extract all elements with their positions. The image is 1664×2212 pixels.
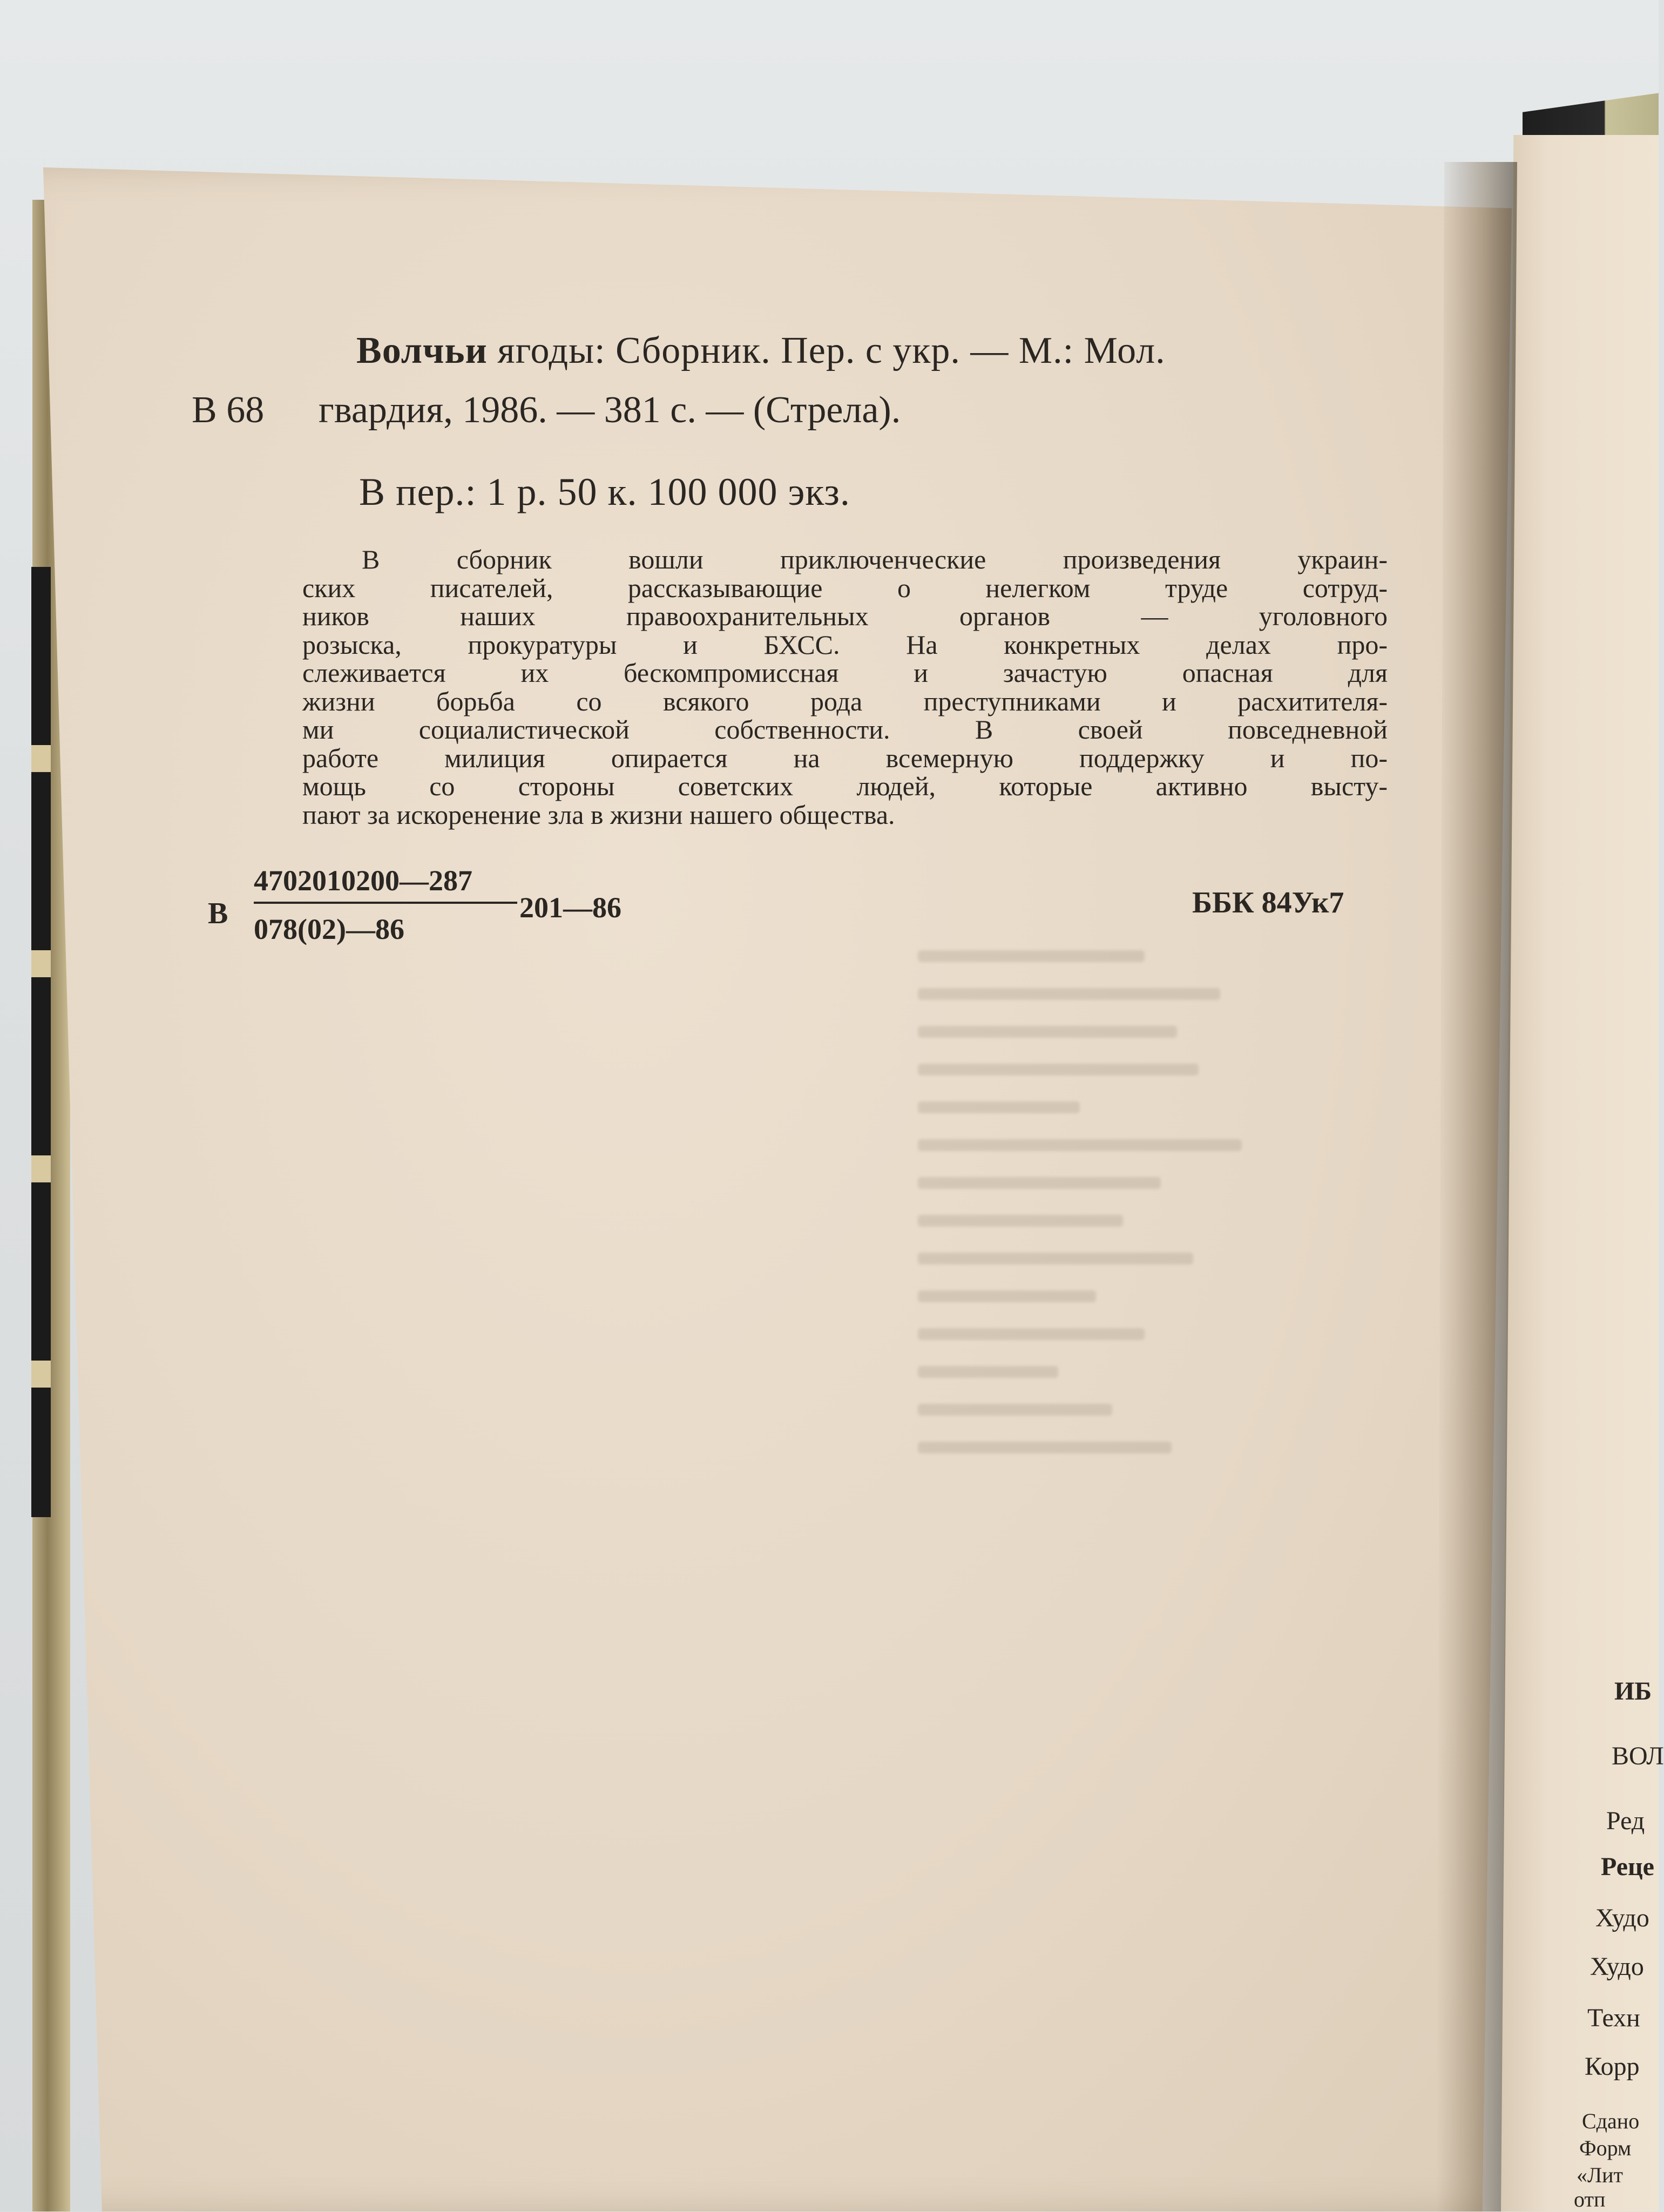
right-page-fragment: ИБ xyxy=(1614,1677,1652,1706)
annotation-line: жизни борьба со всякого рода преступниками и расхитителя- xyxy=(302,686,1388,716)
title-rest: ягоды: Сборник. Пер. с укр. — М.: Мол. xyxy=(487,330,1166,371)
imprint-line: гвардия, 1986. — 381 с. — (Стрела). xyxy=(319,389,901,431)
bibliographic-title xyxy=(356,329,1166,373)
right-page-fragment: ВОЛ xyxy=(1612,1742,1664,1770)
annotation-line: ских писателей, рассказывающие о нелегком труде сотруд- xyxy=(302,572,1388,603)
right-page-fragment: Сдано xyxy=(1582,2109,1640,2133)
right-page-fragment: «Лит xyxy=(1577,2163,1624,2187)
annotation-line: розыска, прокуратуры и БХСС. На конкретных делах про- xyxy=(302,629,1388,660)
right-page-fragment: Форм xyxy=(1579,2136,1632,2160)
catalog-numerator: 4702010200—287 xyxy=(254,864,472,897)
bbk-code: ББК 84Ук7 xyxy=(1192,886,1344,919)
right-page-fragment: Техн xyxy=(1587,2004,1640,2032)
right-page-fragment: Ред xyxy=(1606,1807,1645,1835)
book-cover-pattern xyxy=(31,567,51,1517)
right-page-fragment: Худо xyxy=(1595,1904,1649,1932)
annotation-line: В сборник вошли приключенческие произведения украин- xyxy=(362,544,1388,574)
right-page-fragment: Реце xyxy=(1601,1852,1654,1881)
right-page xyxy=(1501,135,1659,2211)
show-through-text xyxy=(918,950,1404,1706)
annotation-paragraph xyxy=(302,545,1388,829)
catalog-denominator: 078(02)—86 xyxy=(254,913,404,945)
price-line: В пер.: 1 р. 50 к. 100 000 экз. xyxy=(359,470,850,513)
right-page-fragment: Корр xyxy=(1585,2052,1640,2081)
right-page-fragment: отп xyxy=(1574,2187,1606,2211)
classification-code: В 68 xyxy=(192,389,265,431)
title-bold-word: Волчьи xyxy=(356,330,488,371)
annotation-line: ников наших правоохранительных органов — уголовного xyxy=(302,601,1388,631)
annotation-line: пают за искоренение зла в жизни нашего общества. xyxy=(302,799,895,830)
right-page-fragment: Худо xyxy=(1590,1952,1644,1981)
annotation-line: работе милиция опирается на всемерную поддержку и по- xyxy=(302,742,1388,773)
catalog-suffix: 201—86 xyxy=(519,891,621,924)
catalog-fraction-rule xyxy=(254,902,517,904)
annotation-line: ми социалистической собственности. В своей повседневной xyxy=(302,714,1388,745)
annotation-line: мощь со стороны советских людей, которые активно высту- xyxy=(302,771,1388,801)
annotation-line: слеживается их бескомпромиссная и зачастую опасная для xyxy=(302,658,1388,688)
catalog-prefix: В xyxy=(208,897,228,930)
